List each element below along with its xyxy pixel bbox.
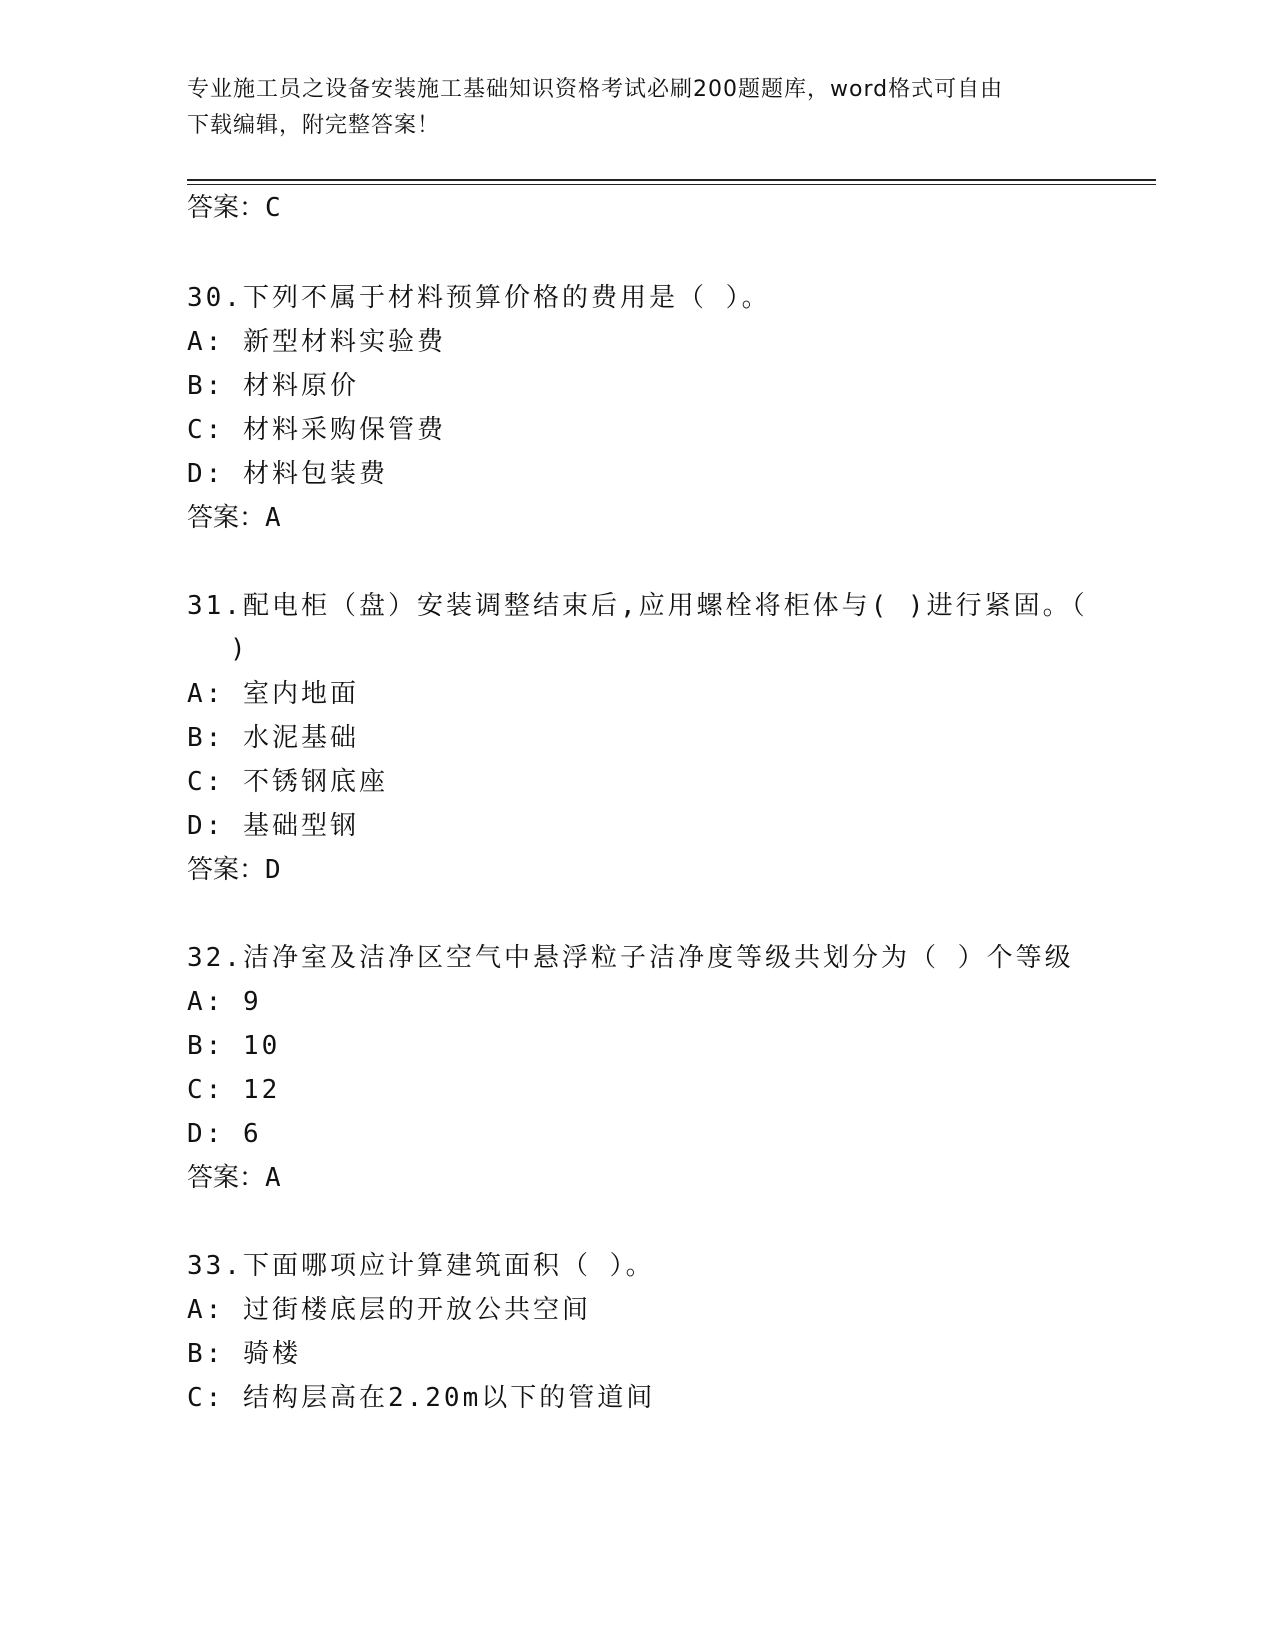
option-c: C: 材料采购保管费	[187, 415, 446, 445]
option-d: D: 材料包装费	[187, 459, 388, 489]
question-stem: 30.下列不属于材料预算价格的费用是（ ）。	[187, 283, 771, 313]
option-a: A: 过街楼底层的开放公共空间	[187, 1295, 591, 1325]
answer-line	[187, 1162, 281, 1194]
header-rule-thick	[187, 179, 1156, 181]
option-c: C: 结构层高在2.20m以下的管道间	[187, 1383, 656, 1413]
answer-line	[187, 502, 281, 534]
question-stem: 31.配电柜（盘）安装调整结束后,应用螺栓将柜体与( )进行紧固。（	[187, 591, 1088, 621]
option-a: A: 9	[187, 987, 262, 1017]
option-b: B: 材料原价	[187, 371, 359, 401]
option-a: A: 室内地面	[187, 679, 359, 709]
option-d: D: 6	[187, 1119, 262, 1149]
answer-value: A	[265, 503, 281, 533]
option-b: B: 骑楼	[187, 1339, 301, 1369]
header-rule-thin	[187, 184, 1156, 185]
answer-line	[187, 854, 281, 886]
option-c: C: 不锈钢底座	[187, 767, 388, 797]
option-a: A: 新型材料实验费	[187, 327, 446, 357]
answer-label: 答案：	[187, 1163, 266, 1193]
option-c: C: 12	[187, 1075, 281, 1105]
answer-value: D	[265, 855, 281, 885]
question-stem: 32.洁净室及洁净区空气中悬浮粒子洁净度等级共划分为（ ）个等级	[187, 943, 1074, 973]
option-d: D: 基础型钢	[187, 811, 359, 841]
option-b: B: 水泥基础	[187, 723, 359, 753]
header-line-2: 下载编辑，附完整答案！	[187, 113, 441, 138]
question-stem-continuation: )	[230, 634, 246, 664]
answer-label: 答案：	[187, 855, 266, 885]
answer-label: 答案：	[187, 503, 266, 533]
header-line-1: 专业施工员之设备安装施工基础知识资格考试必刷200题题库，word格式可自由	[187, 77, 1004, 102]
answer-line	[187, 192, 281, 224]
answer-value: A	[265, 1163, 281, 1193]
question-stem: 33.下面哪项应计算建筑面积（ ）。	[187, 1251, 655, 1281]
answer-value: C	[265, 193, 281, 223]
option-b: B: 10	[187, 1031, 281, 1061]
document-header	[187, 72, 1087, 144]
answer-label: 答案：	[187, 193, 266, 223]
